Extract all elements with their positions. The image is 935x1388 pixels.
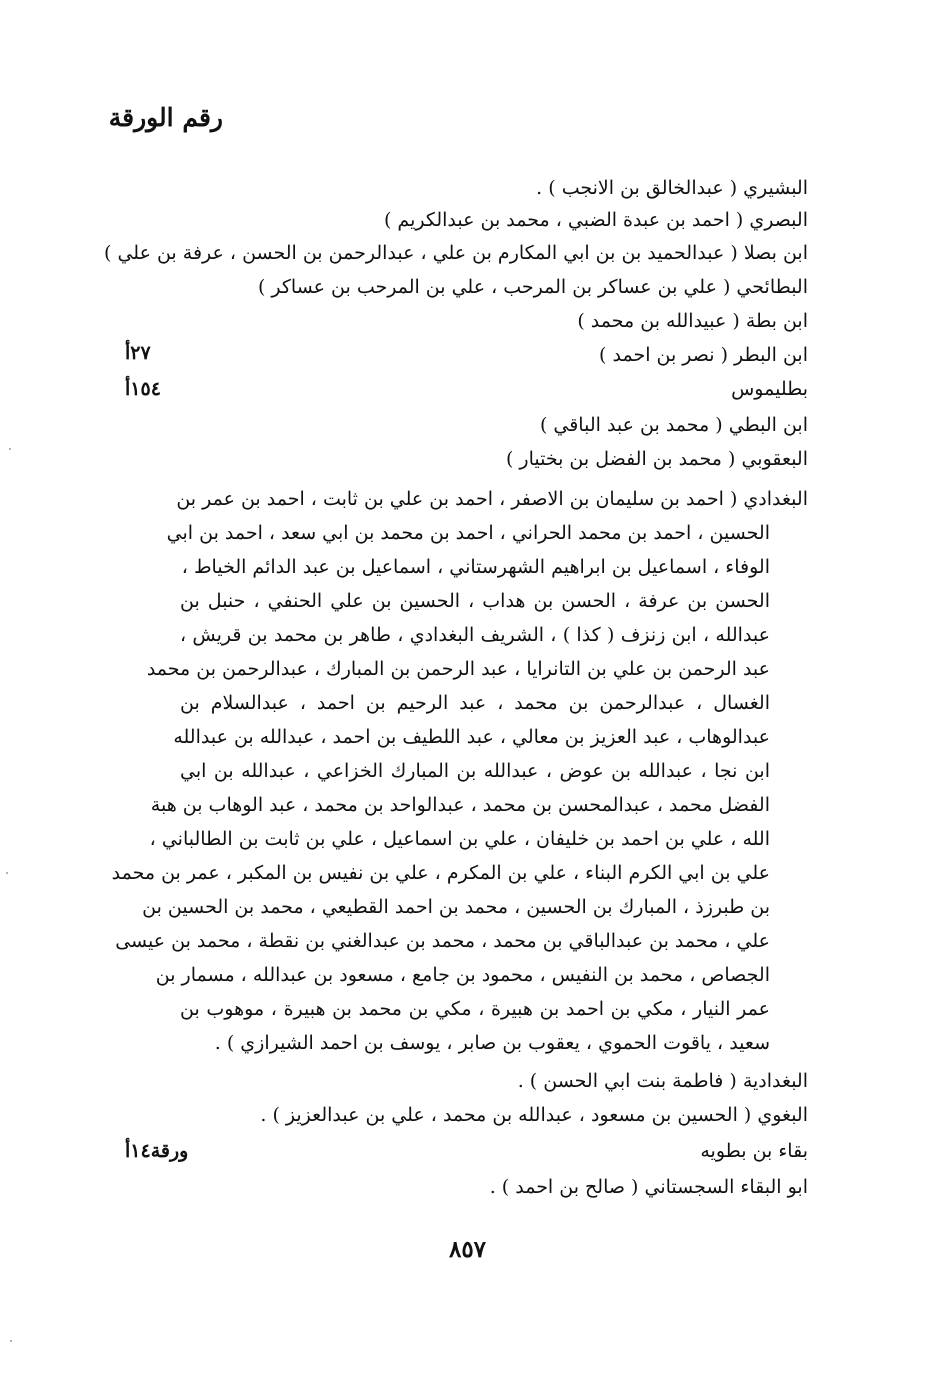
baghdadi-line: علي بن ابي الكرم البناء ، علي بن المكرم ، علي بن نفيس بن المكبر ، عمر بن محمد — [111, 862, 770, 884]
index-entry: البصري ( احمد بن عبدة الضبي ، محمد بن عبدالكريم ) — [383, 209, 808, 231]
index-entry: بطليموس — [731, 378, 808, 400]
folio-reference: ٢٧أ — [125, 342, 151, 364]
baghdadi-line: الحسن بن عرفة ، الحسن بن هداب ، الحسين بن علي الحنفي ، حنبل بن — [180, 590, 770, 612]
baghdadi-line: عمر النيار ، مكي بن احمد بن هبيرة ، مكي بن محمد بن هبيرة ، موهوب بن — [180, 998, 770, 1020]
index-entry: ابو البقاء السجستاني ( صالح بن احمد ) . — [489, 1176, 808, 1198]
index-entry: البعقوبي ( محمد بن الفضل بن بختيار ) — [505, 448, 808, 470]
baghdadi-line: عبد الرحمن بن علي بن التانرايا ، عبد الرحمن بن المبارك ، عبدالرحمن بن محمد — [146, 658, 770, 680]
page-number: ٨٥٧ — [448, 1236, 487, 1263]
baghdadi-line: الجصاص ، محمد بن النفيس ، محمود بن جامع ، مسعود بن عبدالله ، مسمار بن — [155, 964, 770, 986]
index-entry: البغدادية ( فاطمة بنت ابي الحسن ) . — [517, 1070, 808, 1092]
baghdadi-line: الله ، علي بن احمد بن خليفان ، علي بن اسماعيل ، علي بن ثابت بن الطالباني ، — [149, 828, 770, 850]
baghdadi-line: الحسين ، احمد بن محمد الحراني ، احمد بن محمد بن ابي سعد ، احمد بن ابي — [166, 522, 770, 544]
scan-speck — [10, 1340, 12, 1342]
scan-speck — [9, 448, 11, 450]
index-entry: البطائحي ( علي بن عساكر بن المرحب ، علي بن المرحب بن عساكر ) — [257, 276, 808, 298]
baghdadi-line: عبدالله ، ابن زنزف ( كذا ) ، الشريف البغدادي ، طاهر بن محمد بن قريش ، — [180, 624, 770, 646]
index-entry: البشيري ( عبدالخالق بن الانجب ) . — [536, 177, 808, 199]
baghdadi-line: الوفاء ، اسماعيل بن ابراهيم الشهرستاني ، اسماعيل بن عبد الدائم الخياط ، — [181, 556, 770, 578]
index-entry: ابن البطر ( نصر بن احمد ) — [599, 344, 808, 366]
baghdadi-line: البغدادي ( احمد بن سليمان بن الاصفر ، احمد بن علي بن ثابت ، احمد بن عمر بن — [176, 488, 808, 510]
baghdadi-line: علي ، محمد بن عبدالباقي بن محمد ، محمد بن عبدالغني بن نقطة ، محمد بن عيسى — [115, 930, 770, 952]
baghdadi-line: سعيد ، ياقوت الحموي ، يعقوب بن صابر ، يوسف بن احمد الشيرازي ) . — [214, 1032, 770, 1054]
index-entry: ابن البطي ( محمد بن عبد الباقي ) — [539, 414, 808, 436]
page-heading: رقم الورقة — [108, 103, 223, 132]
scan-speck — [6, 872, 8, 874]
baghdadi-line: بن طبرزذ ، المبارك بن الحسين ، محمد بن احمد القطيعي ، محمد بن الحسين بن — [142, 896, 770, 918]
folio-reference: ١٥٤أ — [125, 378, 161, 400]
index-entry: ابن بصلا ( عبدالحميد بن بن ابي المكارم بن علي ، عبدالرحمن بن الحسن ، عرفة بن علي ) — [104, 242, 808, 264]
baghdadi-line: عبدالوهاب ، عبد العزيز بن معالي ، عبد اللطيف بن احمد ، عبدالله بن عبدالله — [173, 726, 770, 748]
index-entry: بقاء بن بطويه — [700, 1140, 808, 1162]
baghdadi-line: الغسال ، عبدالرحمن بن محمد ، عبد الرحيم بن احمد ، عبدالسلام بن — [180, 692, 770, 714]
baghdadi-line: الفضل محمد ، عبدالمحسن بن محمد ، عبدالواحد بن محمد ، عبد الوهاب بن هبة — [150, 794, 770, 816]
index-entry: ابن بطة ( عبيدالله بن محمد ) — [577, 310, 808, 332]
index-entry: البغوي ( الحسين بن مسعود ، عبدالله بن محمد ، علي بن عبدالعزيز ) . — [260, 1104, 808, 1126]
baghdadi-line: ابن نجا ، عبدالله بن عوض ، عبدالله بن المبارك الخزاعي ، عبدالله بن ابي — [180, 760, 770, 782]
folio-reference: ورقة١٤أ — [125, 1140, 189, 1162]
